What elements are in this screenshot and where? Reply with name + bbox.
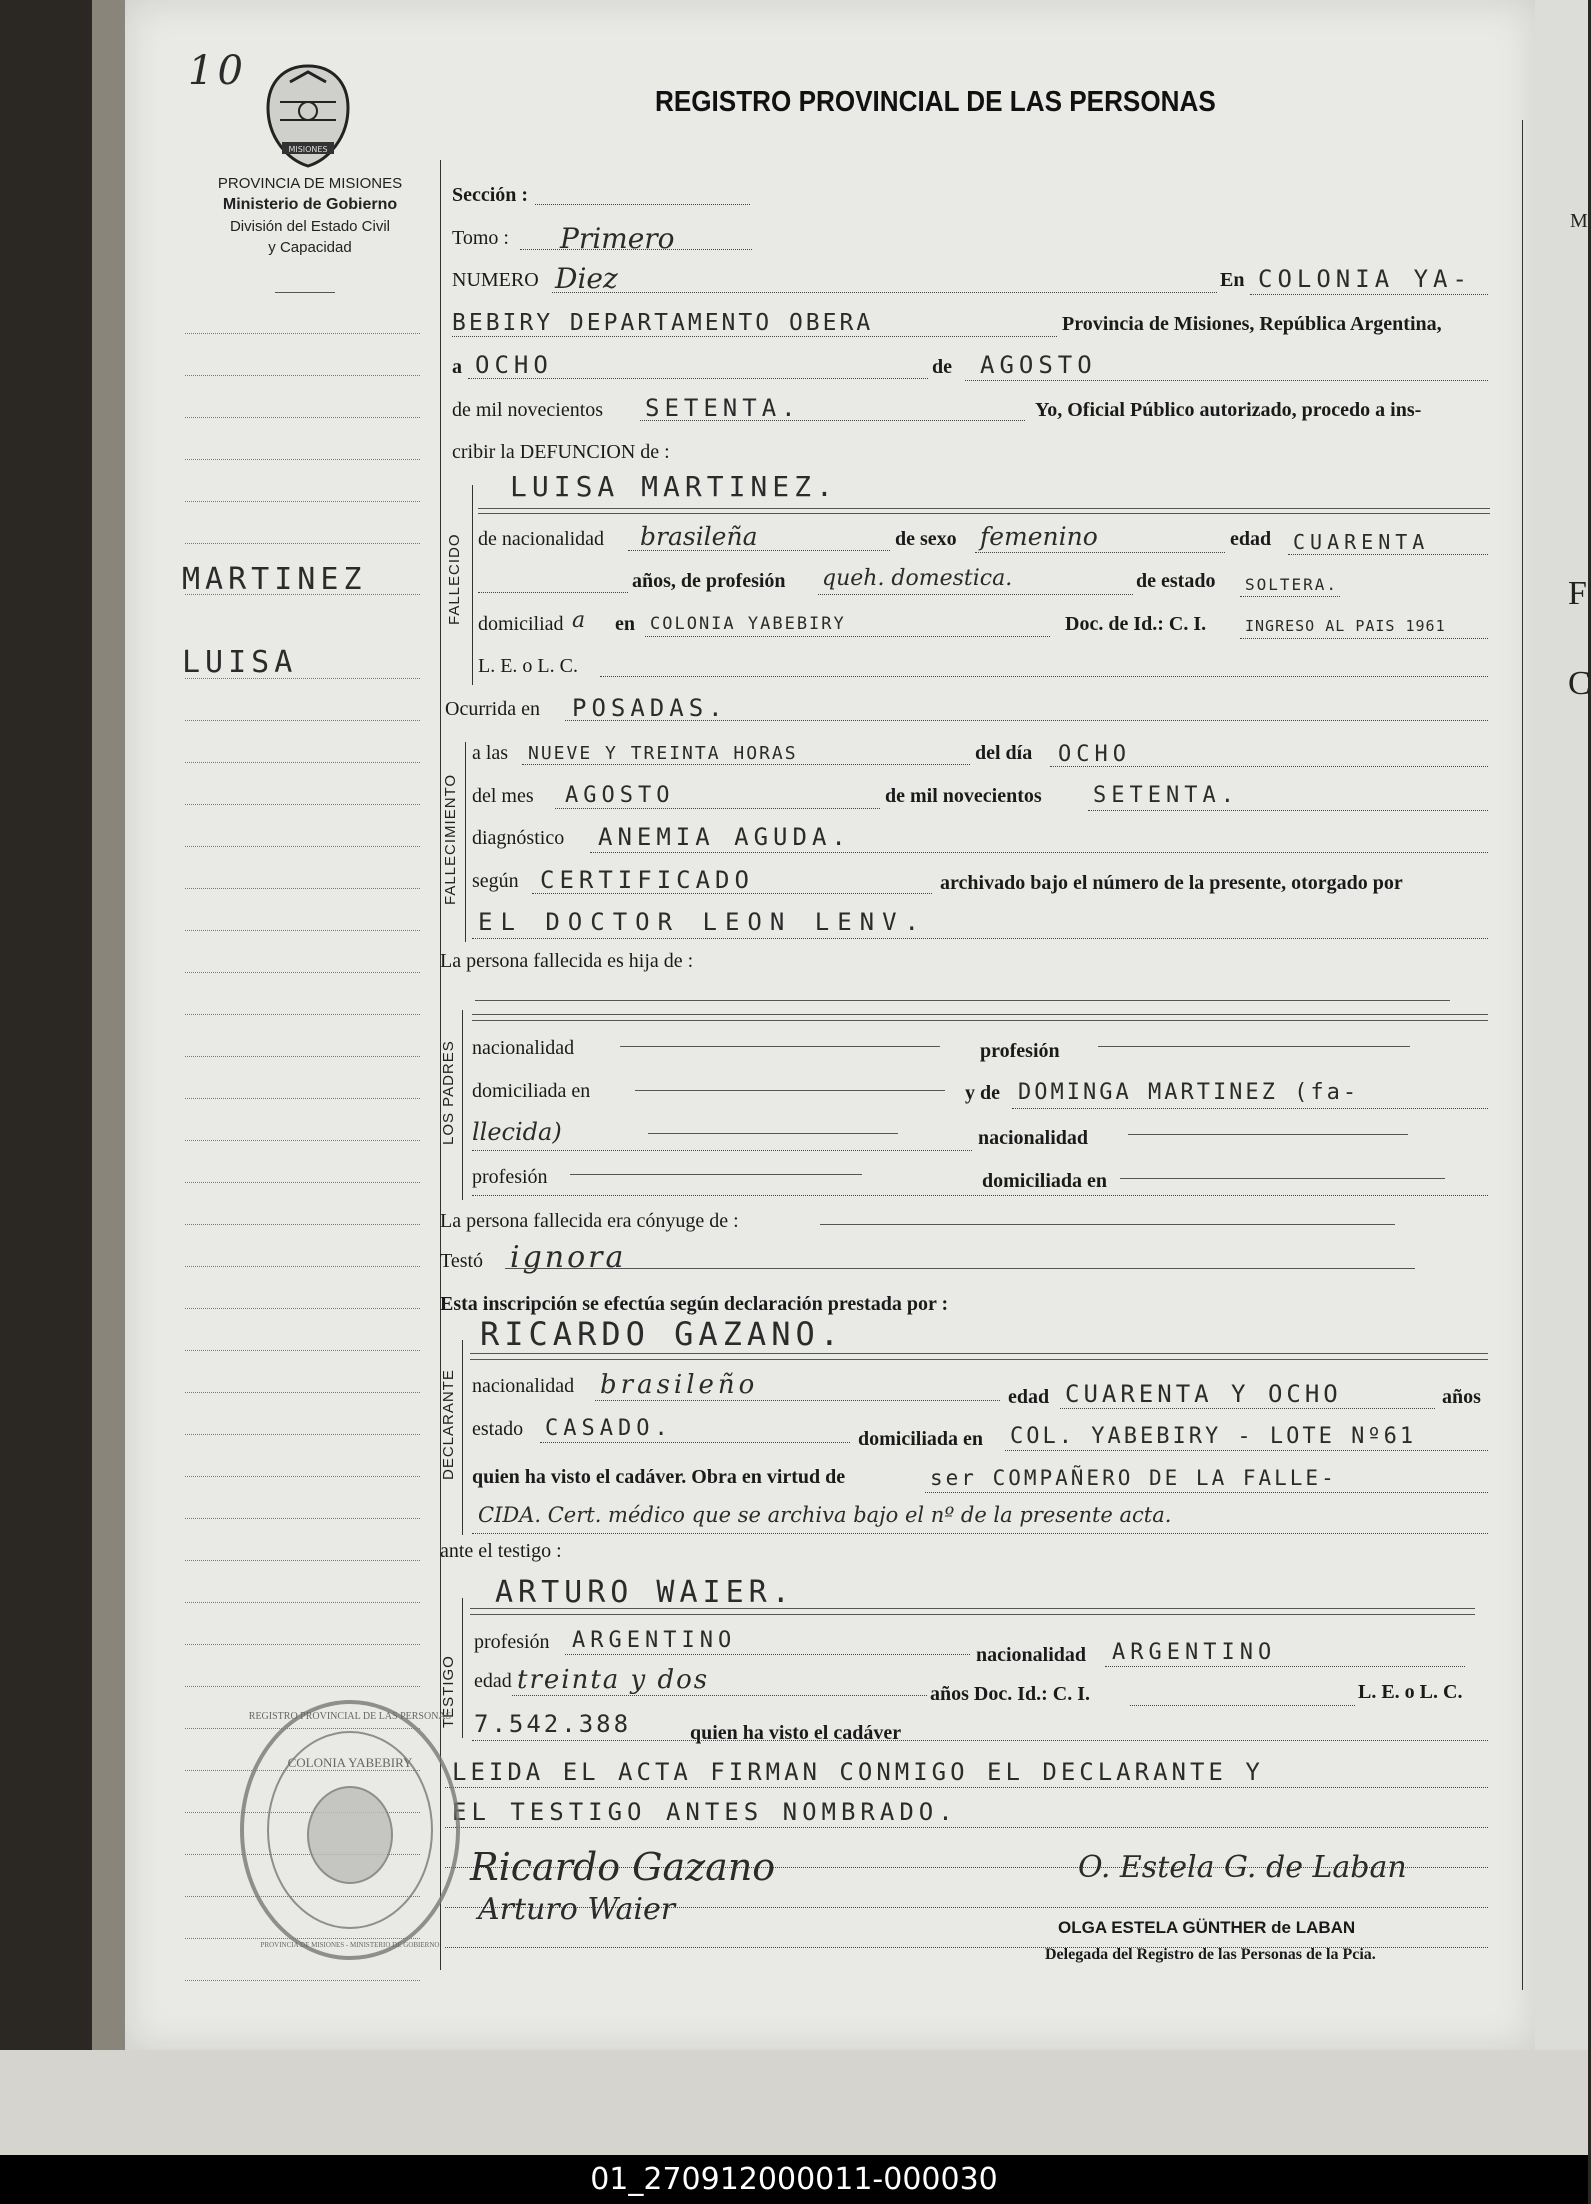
- value-testigo-nombre: ARTURO WAIER.: [495, 1575, 795, 1610]
- value-cierre-2: EL TESTIGO ANTES NOMBRADO.: [452, 1798, 958, 1826]
- official-name: OLGA ESTELA GÜNTHER de LABAN: [1058, 1918, 1356, 1937]
- label-doc-id: Doc. de Id.: C. I.: [1065, 613, 1207, 635]
- value-domiciliada-suffix: a: [572, 608, 586, 633]
- value-mes: AGOSTO: [980, 351, 1097, 379]
- label-ocurrida-en: Ocurrida en: [445, 698, 540, 720]
- label-declarante-edad: edad: [1008, 1386, 1050, 1408]
- side-label-padres: LOS PADRES: [440, 1040, 457, 1145]
- stamp-inner-text: COLONIA YABEBIRY: [287, 1755, 413, 1770]
- table-surface: [0, 2050, 1588, 2155]
- label-estado: de estado: [1136, 570, 1216, 592]
- side-label-fallecimiento: FALLECIMIENTO: [442, 773, 459, 905]
- label-conyuge: La persona fallecida era cónyuge de :: [440, 1210, 739, 1232]
- signature-testigo: Arturo Waier: [478, 1892, 676, 1927]
- label-seccion: Sección :: [452, 184, 529, 206]
- margin-given-name: LUISA: [182, 645, 298, 680]
- value-declarante-nacionalidad: brasileño: [600, 1370, 759, 1400]
- next-page-mark: C: [1568, 665, 1591, 702]
- value-diagnostico: ANEMIA AGUDA.: [598, 823, 851, 851]
- label-a: a: [452, 356, 462, 378]
- official-stamp-icon: [235, 1695, 465, 1965]
- label-del-mes: del mes: [472, 785, 534, 807]
- label-de-mil-fallecimiento: de mil novecientos: [885, 785, 1042, 807]
- label-de-mil: de mil novecientos: [452, 399, 604, 421]
- label-domiciliad: domiciliad: [478, 613, 564, 635]
- label-provincia: Provincia de Misiones, República Argentina,: [1062, 313, 1442, 335]
- label-declarante-estado: estado: [472, 1418, 524, 1440]
- stamp-outer-text: REGISTRO PROVINCIAL DE LAS PERSONAS: [248, 1711, 452, 1722]
- value-lugar-1: COLONIA YA-: [1258, 265, 1472, 293]
- coat-of-arms-icon: [262, 62, 354, 170]
- label-anos-profesion: años, de profesión: [632, 570, 786, 592]
- label-ante-testigo: ante el testigo :: [440, 1540, 562, 1562]
- value-testo: ignora: [510, 1240, 627, 1275]
- label-testigo-quien-visto: quien ha visto el cadáver: [690, 1722, 902, 1744]
- margin-surname: MARTINEZ: [182, 562, 367, 597]
- value-declarante-nombre: RICARDO GAZANO.: [480, 1315, 844, 1353]
- value-dia: OCHO: [475, 351, 553, 379]
- agency-ministry: Ministerio de Gobierno: [222, 196, 398, 213]
- value-testigo-edad: treinta y dos: [517, 1665, 710, 1695]
- label-a-las: a las: [472, 742, 509, 764]
- label-testigo-anos-doc: años Doc. Id.: C. I.: [930, 1683, 1091, 1705]
- label-segun: según: [472, 870, 519, 892]
- value-declarante-domicilio: COL. YABEBIRY - LOTE Nº61: [1010, 1424, 1417, 1449]
- label-madre-nacionalidad: nacionalidad: [978, 1127, 1089, 1149]
- label-testigo-edad: edad: [474, 1670, 512, 1692]
- label-declarante-domiciliada: domiciliada en: [858, 1428, 984, 1450]
- label-en: En: [1220, 269, 1245, 291]
- label-cribir: cribir la DEFUNCION de :: [452, 441, 670, 463]
- label-declarante-anos: años: [1442, 1386, 1481, 1408]
- value-estado: SOLTERA.: [1245, 575, 1339, 594]
- label-declaracion: Esta inscripción se efectúa según declaración prestada por :: [440, 1293, 949, 1315]
- value-tomo: Primero: [560, 222, 675, 255]
- label-tomo: Tomo :: [452, 227, 509, 249]
- value-obra-1: ser COMPAÑERO DE LA FALLE-: [930, 1466, 1337, 1490]
- value-otorgado-por: EL DOCTOR LEON LENV.: [478, 908, 927, 936]
- value-mes-fallecimiento: AGOSTO: [565, 783, 675, 808]
- value-dia-fallecimiento: OCHO: [1058, 742, 1131, 767]
- value-obra-2: CIDA. Cert. médico que se archiva bajo el nº de la presente acta.: [478, 1503, 1172, 1527]
- value-profesion: queh. domestica.: [822, 566, 1013, 591]
- side-label-declarante: DECLARANTE: [440, 1369, 457, 1480]
- label-hija-de: La persona fallecida es hija de :: [440, 950, 694, 972]
- label-le-lc: L. E. o L. C.: [478, 655, 578, 677]
- next-page-edge: [1535, 0, 1588, 2050]
- value-declarante-estado: CASADO.: [545, 1416, 673, 1441]
- form-right-border: [1522, 120, 1523, 1990]
- signature-declarante: Ricardo Gazano: [470, 1845, 776, 1889]
- label-padre-nacionalidad: nacionalidad: [472, 1037, 575, 1059]
- label-testo: Testó: [440, 1250, 484, 1272]
- label-quien-visto: quien ha visto el cadáver. Obra en virtud de: [472, 1466, 846, 1488]
- value-anio: SETENTA.: [645, 394, 801, 422]
- label-nacionalidad: de nacionalidad: [478, 528, 605, 550]
- label-testigo-nacionalidad: nacionalidad: [976, 1644, 1087, 1666]
- side-label-testigo: TESTIGO: [440, 1655, 457, 1728]
- label-y-de: y de: [965, 1082, 1000, 1104]
- value-testigo-profesion: ARGENTINO: [572, 1628, 737, 1653]
- next-page-mark: F: [1568, 575, 1587, 612]
- page-title: REGISTRO PROVINCIAL DE LAS PERSONAS: [655, 86, 1216, 118]
- value-fallecido-nombre: LUISA MARTINEZ.: [510, 470, 838, 503]
- label-padre-profesion: profesión: [980, 1040, 1060, 1062]
- value-cierre-1: LEIDA EL ACTA FIRMAN CONMIGO EL DECLARANTE Y: [452, 1758, 1264, 1786]
- value-domicilio: COLONIA YABEBIRY: [650, 614, 846, 634]
- side-label-fallecido: FALLECIDO: [446, 533, 463, 625]
- label-del-dia: del día: [975, 742, 1033, 764]
- label-oficial: Yo, Oficial Público autorizado, procedo a ins-: [1035, 399, 1422, 421]
- label-en-domicilio: en: [615, 613, 635, 635]
- label-archivado: archivado bajo el número de la presente, otorgado por: [940, 872, 1403, 894]
- agency-division-2: y Capacidad: [268, 239, 352, 256]
- label-testigo-profesion: profesión: [474, 1631, 550, 1653]
- label-padre-domiciliada: domiciliada en: [472, 1080, 591, 1102]
- label-numero: NUMERO: [452, 269, 539, 291]
- value-testigo-doc: 7.542.388: [474, 1710, 632, 1738]
- seal-text: MISIONES: [288, 145, 328, 154]
- value-madre-2: llecida): [472, 1118, 562, 1146]
- official-title: Delegada del Registro de las Personas de la Pcia.: [1045, 1946, 1376, 1963]
- value-doc-id: INGRESO AL PAIS 1961: [1245, 617, 1446, 635]
- page-number: 10: [188, 48, 247, 94]
- label-de: de: [932, 356, 952, 378]
- value-testigo-nacionalidad: ARGENTINO: [1112, 1640, 1277, 1665]
- stamp-bottom-text: PROVINCIA DE MISIONES - MINISTERIO DE GOBIERNO: [260, 1941, 440, 1949]
- value-edad: CUARENTA: [1293, 530, 1430, 554]
- value-nacionalidad: brasileña: [640, 522, 758, 551]
- value-lugar-2: BEBIRY DEPARTAMENTO OBERA: [452, 310, 874, 336]
- label-madre-domiciliada: domiciliada en: [982, 1170, 1108, 1192]
- label-edad: edad: [1230, 528, 1272, 550]
- agency-divider: [275, 292, 335, 293]
- label-sexo: de sexo: [895, 528, 957, 550]
- label-declarante-nacionalidad: nacionalidad: [472, 1375, 575, 1397]
- next-page-mark: M: [1570, 210, 1588, 232]
- value-anio-fallecimiento: SETENTA.: [1093, 783, 1239, 808]
- label-madre-profesion: profesión: [472, 1166, 548, 1188]
- value-ocurrida-en: POSADAS.: [572, 694, 728, 722]
- value-hora: NUEVE Y TREINTA HORAS: [528, 743, 798, 764]
- agency-division: División del Estado Civil: [229, 218, 391, 235]
- agency-block: [170, 175, 450, 256]
- value-segun: CERTIFICADO: [540, 866, 754, 894]
- value-numero: Diez: [555, 262, 618, 295]
- signature-oficial: O. Estela G. de Laban: [1078, 1850, 1407, 1885]
- image-caption: 01_270912000011-000030: [0, 2155, 1588, 2204]
- value-madre-1: DOMINGA MARTINEZ (fa-: [1018, 1080, 1360, 1105]
- value-declarante-edad: CUARENTA Y OCHO: [1065, 1380, 1342, 1408]
- label-testigo-le-lc: L. E. o L. C.: [1358, 1681, 1463, 1703]
- value-sexo: femenino: [980, 522, 1098, 551]
- label-diagnostico: diagnóstico: [472, 827, 565, 849]
- agency-province: PROVINCIA DE MISIONES: [217, 175, 403, 192]
